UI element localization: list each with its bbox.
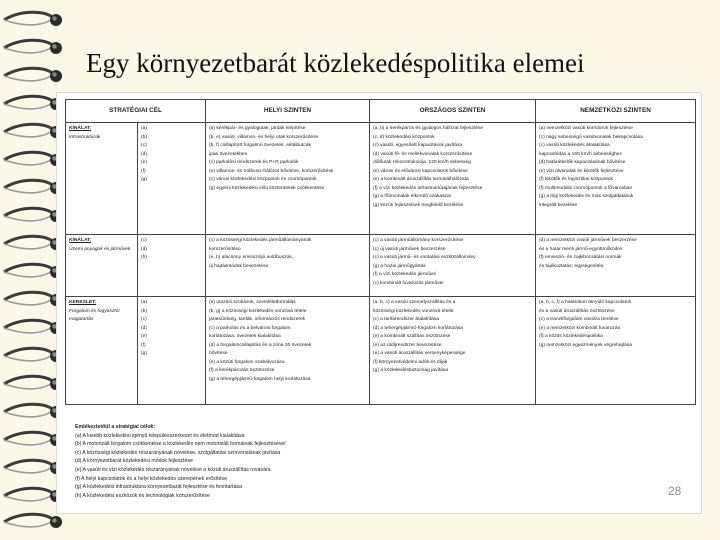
header-international-level: NEMZETKÖZI SZINTEN xyxy=(536,100,696,123)
row-label-main: KÍNÁLAT: xyxy=(69,238,92,243)
row-label xyxy=(66,297,138,405)
header-national-level: ORSZÁGOS SZINTEN xyxy=(370,100,536,123)
goal-codes: (a) (b) (c) (d) (e) (f) (g) xyxy=(138,297,206,405)
legend-item: (e) A vasúti és vízi közlekedés részarányának növelése a közúti áruszállítás rovására xyxy=(75,466,271,473)
row-label-sub: Üzemi anyagok és járművek xyxy=(69,246,131,252)
legend-item: (g) A közlekedési infrastruktúra környezetbarát fejlesztése és fenntartása xyxy=(75,484,242,491)
table-header-row xyxy=(66,100,696,123)
policy-table xyxy=(65,99,696,405)
legend-item: (c) A közösségi közlekedés részarányának növelése, szolgáltatási színvonalának javítása xyxy=(75,449,281,456)
page-number: 28 xyxy=(668,484,682,498)
row-label xyxy=(66,123,138,235)
header-local-level: HELYI SZINTEN xyxy=(206,100,370,123)
national-measures: (a, b) a kerékpáros és gyalogos hálózat fejlesztése (c, d) közlekedési központok (c) vasúti, egyesített kapacitások javítása (d) vasúti fő- és mellékvonalak korszerűsítése dűlőutak rekonstrukciója, 120 km/h sebesség (e) városi és elővárosi kapcsolatok bővítése (e) a kombinált áruszállítás terminálhálózata (f) a vízi közlekedés infrastruktúrájának fejlesztése (g) a főútvonalak elkerülő szakaszai (g) közúti fejlesztések megfelelő kezelése xyxy=(370,123,536,235)
legend-item: (h) A közlekedési eszközök és technológiák korszerűsítése xyxy=(75,492,210,499)
local-measures: (a) kerékpár- és gyalogutak, járdák kiépítése (b, e) vasúti, villamos- és helyi utak korszerűsítése (b, f) csillapított forgalmú övezetek, sétálóutcák ipari övezetekben (c) parkolási rendszerek és P+R parkolók (e) villamos- és trolibusz-hálózat bővítése, korszerűsítése (c) városi közlekedési központok és csomópontok (g) egyéni közlekedési célú közterületek csökkentése xyxy=(206,123,370,235)
scanned-table-image xyxy=(56,92,702,514)
goal-codes: (c) (d) (h) xyxy=(138,235,206,297)
local-measures: (c) a közösségi közlekedés járműállományának korszerűsítése (e, h) alacsony emissziójú autóbuszok, új hajtásmódok bevezetése xyxy=(206,235,370,297)
international-measures: (a, b, c, f) a határokon átnyúló kapcsolatok és a vasúti áruszállítás ösztönzése (c) a tranzitforgalom vasútra terelése (e) a nemzetközi kombinált fuvarozás (f) a közös közlekedéspolitika (g) nemzetközi egyezmények végrehajtása xyxy=(536,297,696,405)
legend-title: Emlékeztetőül a stratégiai célok: xyxy=(75,424,156,430)
legend-item: (d) A környezetbarát közlekedési módok fejlesztése xyxy=(75,458,193,465)
row-label-main: KÍNÁLAT: xyxy=(69,126,92,131)
header-strategic-goal: STRATÉGIAI CÉL xyxy=(66,100,206,123)
legend-item: (f) A helyi kapcsolatok és a helyi közlekedés szerepének erősítése xyxy=(75,475,227,482)
row-label-main: KERESLET: xyxy=(69,300,97,305)
legend-item: (a) A kisebb közlekedési igényű településszerkezet és életmód kialakítása xyxy=(75,432,245,439)
table-row xyxy=(66,297,696,405)
international-measures: (a) nemzetközi vasúti korridorok fejlesztése (c) nagy sebességű vasútvonalak bekapcsolása (c) vasúti közlekedés átalakítása kapcsolódás a 160 km/h sebességhez (d) határátkelők kapacitásának bővítése (e) vízi útvonalak és kikötők fejlesztése (f) kikötők és logisztikai központok (f) multimodális csomópontok a fővárosban (g) a légi közlekedés és más szolgáltatások integrált kezelése xyxy=(536,123,696,235)
legend-item: (b) A motorizált forgalom csökkentése a közlekedés nem motorizált formáinak fejlesztésével xyxy=(75,441,286,448)
local-measures: (a) utazási szokások, szemléletformálás (b, g) a közösségi közlekedés vonzóvá tétele járatsűrűség, tarifák, információs rendszerek (c) a parkolás és a belvárosi forgalom korlátozása, övezetek kialakítása (d) a forgalomcsillapítás és a zóna 30 övezetek bővítése (e) a közúti forgalom szabályozása (f) a kerékpározás ösztönzése (g) a tehergépjármű-forgalom helyi korlátozása xyxy=(206,297,370,405)
strategic-goals-legend xyxy=(75,423,685,500)
row-label xyxy=(66,235,138,297)
table-row xyxy=(66,235,696,297)
page-title: Egy környezetbarát közlekedéspolitika elemei xyxy=(86,48,585,78)
row-label-sub: Infrastruktúrák xyxy=(69,134,101,140)
table-row xyxy=(66,123,696,235)
row-label-sub: Forgalom és fogyasztói magatartás xyxy=(69,308,120,322)
international-measures: (d) a nemzetközi vasúti járművek beszerzése és a határ menti jármű-együttműködés (f) emisszió- és zajkibocsátási normák és tájékoztatás, egységesítés xyxy=(536,235,696,297)
national-measures: (c) a vasúti járműállomány korszerűsítése (c) új vasúti járművek beszerzése (c) a vasúti jármű- és vontatási eszközállomány (g) a hazai járműgyártás (f) a vízi közlekedés járművei (c) kombinált fuvarozás járművei xyxy=(370,235,536,297)
goal-codes: (a) (b) (c) (d) (e) (f) (g) xyxy=(138,123,206,235)
national-measures: (a, b, c) a vasúti személyszállítás és a közösségi közlekedés vonzóvá tétele (c) a tarifarendszer átalakítása (d) a tehergépjármű-forgalom korlátozása (e) a kombinált szállítás ösztönzése (e) az útdíjrendszer bevezetése (e) a vasúti áruszállítás versenyképessége (f) környezetvédelmi adók és díjak (g) a közlekedésbiztonság javítása xyxy=(370,297,536,405)
